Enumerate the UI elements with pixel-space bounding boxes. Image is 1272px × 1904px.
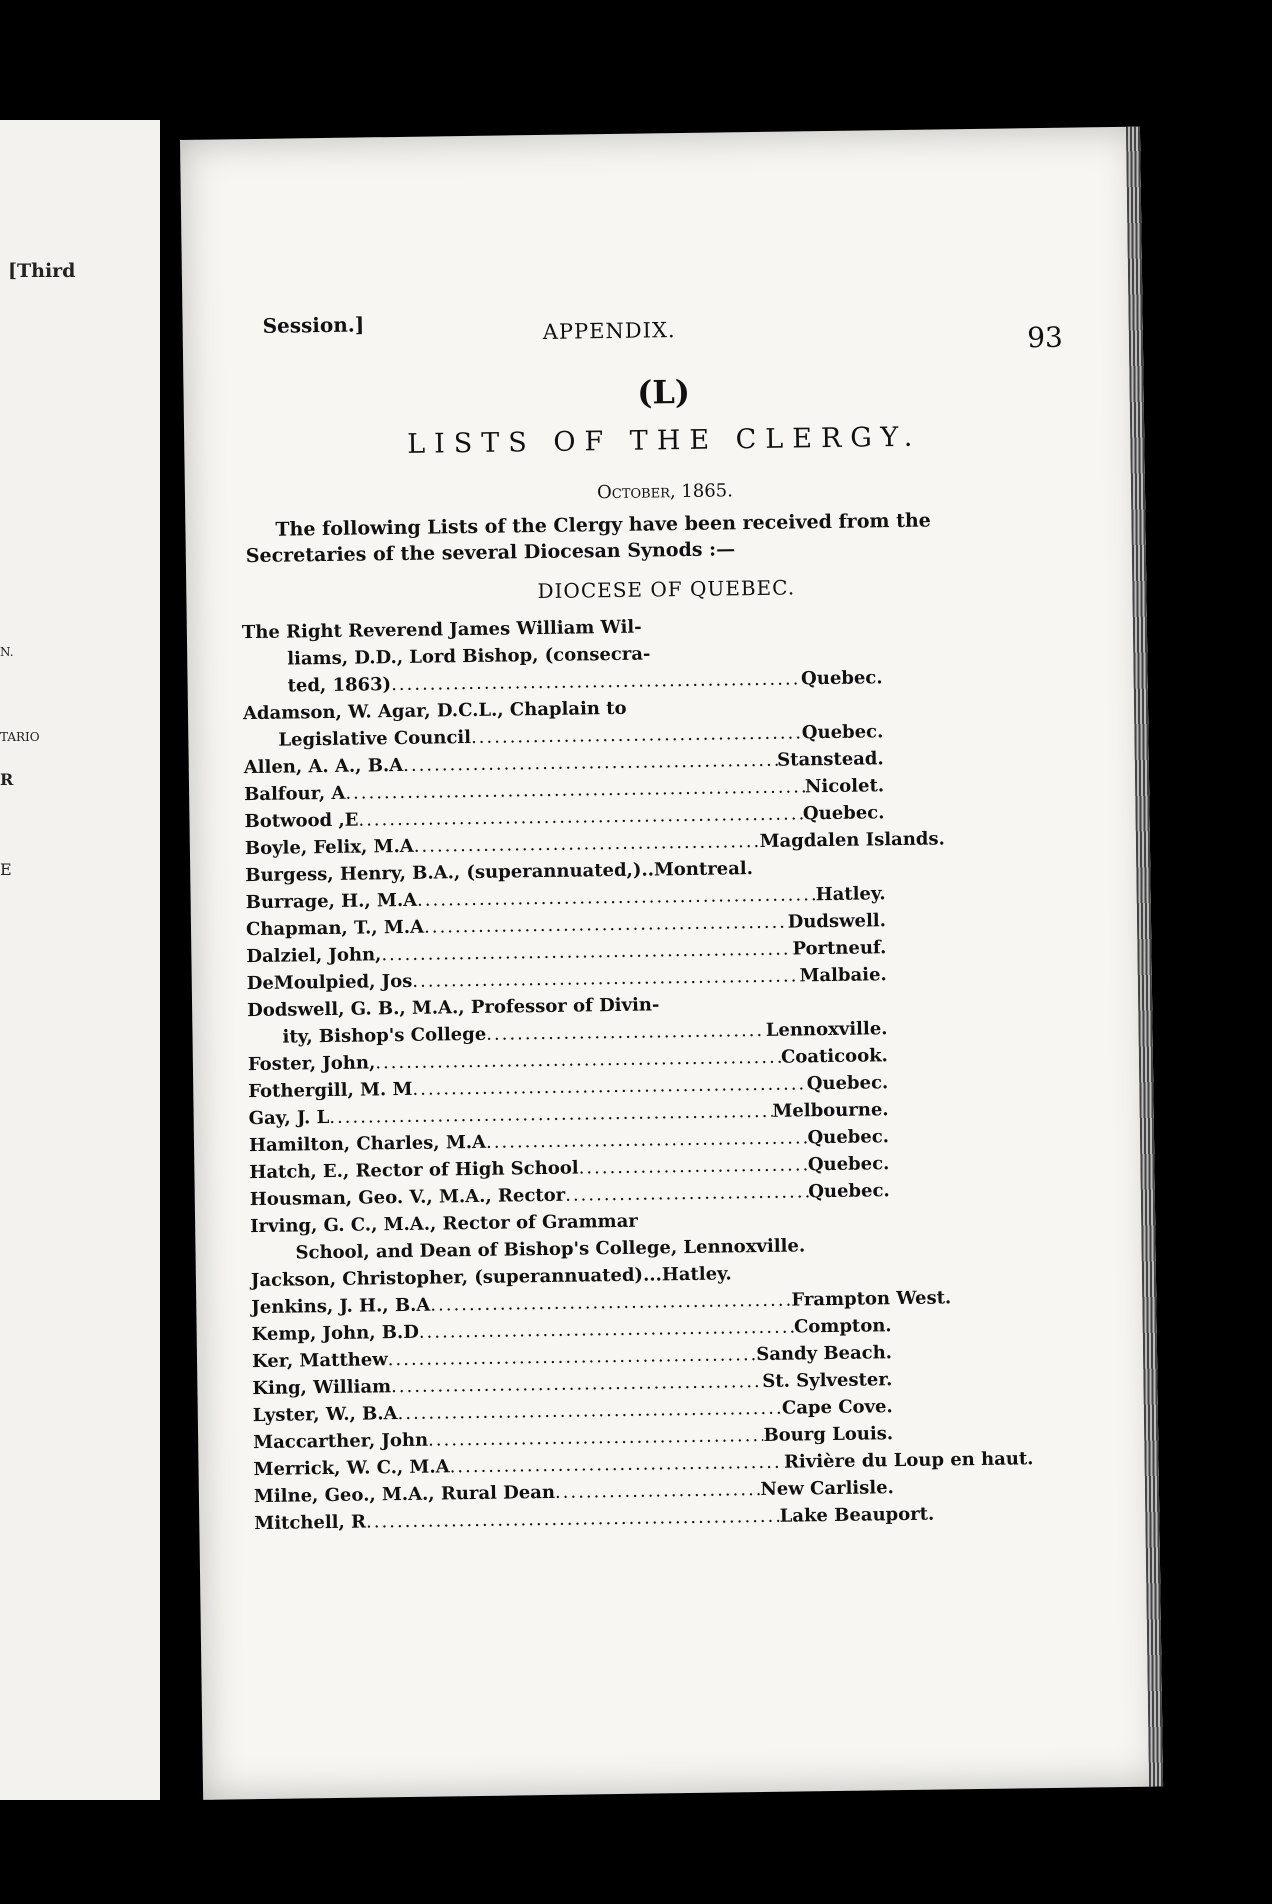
list-item: Dodswell, G. B., M.A., Professor of Divin- ity, Bishop's College ..... Lennoxville. <box>247 988 888 1051</box>
list-item: Hatch, E., Rector of High School ..... Quebec. <box>249 1150 889 1186</box>
list-item: Mitchell, R ..... Lake Beauport. <box>254 1501 934 1537</box>
facing-page-fragment: [Third <box>8 260 76 282</box>
list-item: Ker, Matthew ..... Sandy Beach. <box>252 1339 892 1375</box>
list-item: Gay, J. L ..... Melbourne. <box>248 1096 888 1132</box>
list-item: Botwood ,E ..... Quebec. <box>244 799 884 835</box>
list-item: Burrage, H., M.A ..... Hatley. <box>245 880 885 916</box>
document-page <box>180 127 1163 1800</box>
list-item: Housman, Geo. V., M.A., Rector ..... Quebec. <box>250 1177 890 1213</box>
list-item: Jackson, Christopher, (superannuated)... Hatley. <box>250 1263 732 1292</box>
session-label: Session.] <box>262 312 365 338</box>
list-item: DeMoulpied, Jos ..... Malbaie. <box>247 961 887 997</box>
list-item: Balfour, A ..... Nicolet. <box>244 772 884 808</box>
list-item: Kemp, John, B.D ..... Compton. <box>251 1312 891 1348</box>
intro-paragraph: The following Lists of the Clergy have been received from the Secretaries of the several Diocesan Synods :— <box>245 509 931 568</box>
facing-page-fragment: R <box>0 770 14 789</box>
facing-page-edge <box>0 120 160 1800</box>
facing-page-fragment: TARIO <box>0 730 40 744</box>
facing-page-fragment: E <box>0 860 12 879</box>
list-item: Adamson, W. Agar, D.C.L., Chaplain to Legislative Council ..... Quebec. <box>243 691 884 754</box>
list-item: Boyle, Felix, M.A ..... Magdalen Islands. <box>245 825 945 862</box>
list-item: Chapman, T., M.A ..... Dudswell. <box>246 907 886 943</box>
list-item: Jenkins, J. H., B.A ..... Frampton West. <box>251 1284 951 1321</box>
appendix-label: APPENDIX. <box>542 318 676 344</box>
list-item: Hamilton, Charles, M.A ..... Quebec. <box>249 1123 889 1159</box>
facing-page-fragment: N. <box>0 645 14 659</box>
list-item: Foster, John, ..... Coaticook. <box>248 1042 888 1078</box>
list-item: Milne, Geo., M.A., Rural Dean ..... New Carlisle. <box>254 1474 894 1510</box>
list-item: Merrick, W. C., M.A ..... Rivière du Loup en haut. <box>253 1445 1033 1483</box>
running-header <box>262 303 1062 354</box>
date-line: October, 1865. <box>596 480 734 504</box>
list-item: Burgess, Henry, B.A., (superannuated,).. Montreal. <box>245 858 754 887</box>
list-item: Irving, G. C., M.A., Rector of Grammar School, and Dean of Bishop's College, Lennoxville. <box>250 1210 806 1264</box>
list-item: Lyster, W., B.A ..... Cape Cove. <box>253 1393 893 1429</box>
section-letter: (L) <box>636 372 691 412</box>
page-number: 93 <box>1026 320 1064 355</box>
clergy-list <box>242 608 1075 1537</box>
diocese-heading: DIOCESE OF QUEBEC. <box>537 575 796 604</box>
list-item: Maccarther, John ..... Bourg Louis. <box>253 1420 893 1456</box>
list-item: Dalziel, John, ..... Portneuf. <box>246 934 886 970</box>
page-title: LISTS OF THE CLERGY. <box>406 421 922 460</box>
list-item: Allen, A. A., B.A ..... Stanstead. <box>244 745 884 781</box>
list-item: King, William ..... St. Sylvester. <box>252 1366 892 1402</box>
list-item: Fothergill, M. M ..... Quebec. <box>248 1069 888 1105</box>
list-item: The Right Reverend James William Wil- liams, D.D., Lord Bishop, (consecra- ted, 1863) ..... Quebec. <box>242 610 883 700</box>
